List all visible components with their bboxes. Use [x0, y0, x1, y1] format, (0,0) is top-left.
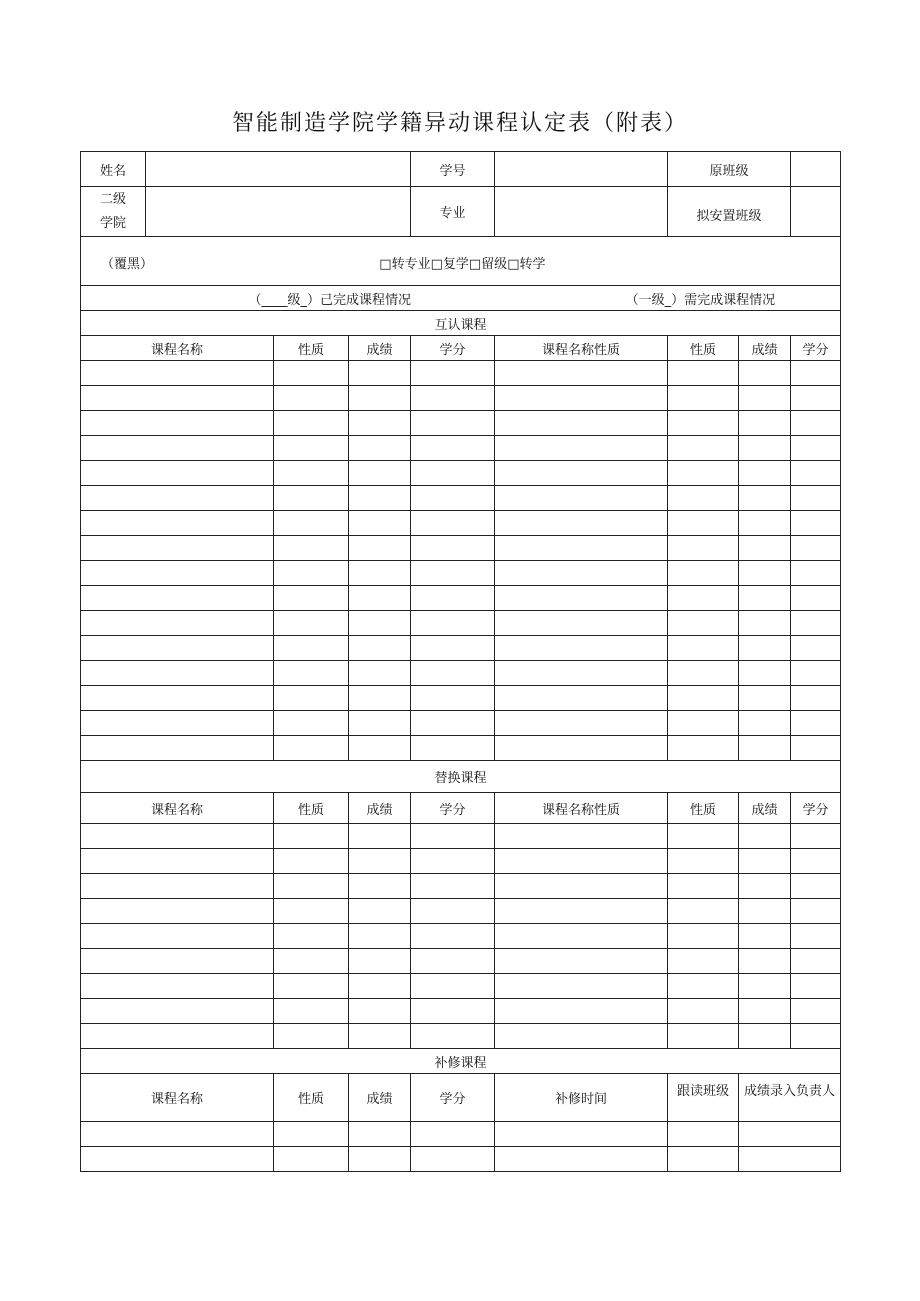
table-cell[interactable] [81, 536, 274, 561]
table-cell[interactable] [495, 924, 668, 949]
table-cell[interactable] [274, 736, 349, 761]
table-cell[interactable] [274, 411, 349, 436]
table-cell[interactable] [81, 849, 274, 874]
table-cell[interactable] [411, 661, 495, 686]
table-cell[interactable] [668, 636, 739, 661]
table-cell[interactable] [81, 661, 274, 686]
replace-col-course-name: 课程名称 [81, 793, 274, 824]
table-cell[interactable] [495, 849, 668, 874]
table-cell[interactable] [791, 361, 841, 386]
replace-course-row [81, 924, 841, 949]
replace-course-row [81, 899, 841, 924]
table-cell[interactable] [274, 874, 349, 899]
table-cell[interactable] [81, 711, 274, 736]
table-cell[interactable] [411, 486, 495, 511]
table-cell[interactable] [349, 486, 411, 511]
replace-course-row [81, 874, 841, 899]
table-cell[interactable] [791, 711, 841, 736]
table-cell[interactable] [274, 1147, 349, 1172]
table-cell[interactable] [81, 1147, 274, 1172]
table-cell[interactable] [274, 586, 349, 611]
mutual-course-row [81, 586, 841, 611]
table-cell[interactable] [739, 561, 791, 586]
table-cell[interactable] [668, 1122, 739, 1147]
makeup-col-makeup-time: 补修时间 [495, 1074, 668, 1122]
table-cell[interactable] [411, 511, 495, 536]
change-type-row [81, 237, 841, 286]
mutual-course-row [81, 436, 841, 461]
replace-course-row [81, 949, 841, 974]
table-cell[interactable] [81, 686, 274, 711]
table-cell[interactable] [739, 974, 791, 999]
section-makeup-title: 补修课程 [81, 1049, 841, 1074]
table-cell[interactable] [349, 874, 411, 899]
table-cell[interactable] [791, 849, 841, 874]
table-cell[interactable] [411, 1024, 495, 1049]
table-cell[interactable] [411, 736, 495, 761]
table-cell[interactable] [739, 1147, 841, 1172]
college-label [81, 187, 146, 237]
table-cell[interactable] [739, 1024, 791, 1049]
table-cell[interactable] [274, 711, 349, 736]
table-cell[interactable] [668, 974, 739, 999]
table-cell[interactable] [739, 849, 791, 874]
college-field[interactable] [146, 187, 411, 237]
table-cell[interactable] [81, 899, 274, 924]
table-cell[interactable] [739, 511, 791, 536]
table-cell[interactable] [411, 536, 495, 561]
table-cell[interactable] [411, 411, 495, 436]
table-cell[interactable] [274, 974, 349, 999]
table-cell[interactable] [668, 924, 739, 949]
table-cell[interactable] [668, 411, 739, 436]
table-cell[interactable] [411, 1147, 495, 1172]
table-cell[interactable] [668, 849, 739, 874]
table-cell[interactable] [668, 586, 739, 611]
table-cell[interactable] [274, 511, 349, 536]
mutual-course-row [81, 561, 841, 586]
table-cell[interactable] [81, 511, 274, 536]
col-credit-2: 学分 [791, 336, 841, 361]
col-grade: 成绩 [349, 336, 411, 361]
table-cell[interactable] [668, 711, 739, 736]
table-cell[interactable] [668, 611, 739, 636]
table-cell[interactable] [349, 611, 411, 636]
table-cell[interactable] [349, 974, 411, 999]
makeup-col-credit: 学分 [411, 1074, 495, 1122]
table-cell[interactable] [668, 736, 739, 761]
table-cell[interactable] [791, 536, 841, 561]
table-cell[interactable] [739, 486, 791, 511]
table-cell[interactable] [411, 636, 495, 661]
makeup-col-grade-recorder: 成绩录入负责人 [739, 1074, 841, 1122]
table-cell[interactable] [411, 874, 495, 899]
table-cell[interactable] [668, 561, 739, 586]
table-cell[interactable] [668, 661, 739, 686]
table-cell[interactable] [349, 736, 411, 761]
table-cell[interactable] [349, 949, 411, 974]
table-cell[interactable] [739, 636, 791, 661]
orig-class-label: 原班级 [668, 152, 791, 187]
table-cell[interactable] [411, 461, 495, 486]
table-cell[interactable] [349, 586, 411, 611]
table-cell[interactable] [495, 999, 668, 1024]
major-field[interactable] [495, 187, 668, 237]
table-cell[interactable] [274, 1122, 349, 1147]
makeup-col-grade: 成绩 [349, 1074, 411, 1122]
table-cell[interactable] [274, 361, 349, 386]
table-cell[interactable] [411, 949, 495, 974]
table-cell[interactable] [349, 1147, 411, 1172]
table-cell[interactable] [668, 686, 739, 711]
table-cell[interactable] [495, 974, 668, 999]
table-cell[interactable] [791, 686, 841, 711]
table-cell[interactable] [495, 436, 668, 461]
table-cell[interactable] [81, 586, 274, 611]
mutual-course-row [81, 636, 841, 661]
table-cell[interactable] [791, 661, 841, 686]
mutual-course-row [81, 661, 841, 686]
table-cell[interactable] [495, 1024, 668, 1049]
replace-col-credit: 学分 [411, 793, 495, 824]
table-cell[interactable] [668, 386, 739, 411]
table-cell[interactable] [274, 436, 349, 461]
section-mutual-title: 互认课程 [81, 311, 841, 336]
makeup-col-nature: 性质 [274, 1074, 349, 1122]
table-cell[interactable] [81, 974, 274, 999]
table-cell[interactable] [411, 1122, 495, 1147]
table-cell[interactable] [495, 486, 668, 511]
table-cell[interactable] [739, 586, 791, 611]
table-cell[interactable] [411, 899, 495, 924]
table-cell[interactable] [739, 874, 791, 899]
table-cell[interactable] [411, 686, 495, 711]
table-cell[interactable] [349, 849, 411, 874]
form-title: 智能制造学院学籍异动课程认定表（附表） [231, 111, 688, 136]
table-cell[interactable] [349, 686, 411, 711]
table-cell[interactable] [274, 849, 349, 874]
table-cell[interactable] [668, 361, 739, 386]
table-cell[interactable] [411, 711, 495, 736]
table-cell[interactable] [739, 736, 791, 761]
table-cell[interactable] [349, 461, 411, 486]
table-cell[interactable] [274, 686, 349, 711]
table-cell[interactable] [668, 436, 739, 461]
mutual-course-row [81, 611, 841, 636]
table-cell[interactable] [349, 411, 411, 436]
table-cell[interactable] [739, 686, 791, 711]
table-cell[interactable] [791, 461, 841, 486]
table-cell[interactable] [495, 661, 668, 686]
table-cell[interactable] [495, 586, 668, 611]
replace-col-grade: 成绩 [739, 793, 791, 824]
new-class-field[interactable] [791, 187, 841, 237]
table-cell[interactable] [791, 411, 841, 436]
option-repeat-grade[interactable]: □留级 [468, 256, 508, 272]
orig-class-field[interactable] [791, 152, 841, 187]
table-cell[interactable] [791, 736, 841, 761]
replace-col-nature: 性质 [274, 793, 349, 824]
table-cell[interactable] [349, 711, 411, 736]
table-cell[interactable] [349, 924, 411, 949]
table-cell[interactable] [668, 874, 739, 899]
makeup-col-course-name: 课程名称 [81, 1074, 274, 1122]
table-cell[interactable] [739, 436, 791, 461]
mutual-course-row [81, 686, 841, 711]
replace-course-row [81, 849, 841, 874]
table-cell[interactable] [668, 536, 739, 561]
table-cell[interactable] [274, 949, 349, 974]
table-cell[interactable] [495, 386, 668, 411]
mutual-course-row [81, 411, 841, 436]
table-cell[interactable] [411, 849, 495, 874]
table-cell[interactable] [349, 661, 411, 686]
table-cell[interactable] [495, 949, 668, 974]
table-cell[interactable] [349, 511, 411, 536]
table-cell[interactable] [791, 561, 841, 586]
name-field[interactable] [146, 152, 411, 187]
table-cell[interactable] [81, 461, 274, 486]
table-cell[interactable] [668, 1147, 739, 1172]
table-cell[interactable] [81, 924, 274, 949]
table-cell[interactable] [349, 824, 411, 849]
table-cell[interactable] [411, 586, 495, 611]
table-cell[interactable] [495, 561, 668, 586]
status-row [81, 286, 841, 311]
table-cell[interactable] [81, 1024, 274, 1049]
table-cell[interactable] [495, 736, 668, 761]
table-cell[interactable] [668, 486, 739, 511]
table-cell[interactable] [274, 899, 349, 924]
table-cell[interactable] [81, 874, 274, 899]
table-cell[interactable] [81, 949, 274, 974]
table-cell[interactable] [349, 436, 411, 461]
replace-course-row [81, 824, 841, 849]
table-cell[interactable] [739, 711, 791, 736]
table-cell[interactable] [81, 411, 274, 436]
table-cell[interactable] [81, 611, 274, 636]
replace-course-row [81, 1024, 841, 1049]
table-cell[interactable] [411, 924, 495, 949]
table-cell[interactable] [495, 686, 668, 711]
table-cell[interactable] [81, 386, 274, 411]
table-cell[interactable] [791, 511, 841, 536]
table-cell[interactable] [411, 386, 495, 411]
makeup-col-follow-class: 跟读班级 [668, 1074, 739, 1122]
student-id-field[interactable] [495, 152, 668, 187]
table-cell[interactable] [274, 661, 349, 686]
table-cell[interactable] [81, 999, 274, 1024]
course-recognition-form [80, 151, 841, 1172]
table-cell[interactable] [668, 949, 739, 974]
table-cell[interactable] [411, 361, 495, 386]
table-cell[interactable] [495, 411, 668, 436]
makeup-course-row [81, 1147, 841, 1172]
table-cell[interactable] [81, 736, 274, 761]
table-cell[interactable] [495, 536, 668, 561]
table-cell[interactable] [349, 999, 411, 1024]
table-cell[interactable] [791, 874, 841, 899]
option-transfer-school[interactable]: □转学 [507, 256, 546, 272]
col-course-name: 课程名称 [81, 336, 274, 361]
required-courses-label: （一级_）需完成课程情况 [625, 292, 776, 308]
table-cell[interactable] [791, 824, 841, 849]
table-cell[interactable] [495, 611, 668, 636]
col-nature: 性质 [274, 336, 349, 361]
replace-col-credit: 学分 [791, 793, 841, 824]
table-cell[interactable] [495, 636, 668, 661]
table-cell[interactable] [791, 386, 841, 411]
replace-col-nature: 性质 [668, 793, 739, 824]
table-cell[interactable] [411, 999, 495, 1024]
table-cell[interactable] [668, 511, 739, 536]
table-cell[interactable] [495, 461, 668, 486]
col-credit: 学分 [411, 336, 495, 361]
table-cell[interactable] [495, 1147, 668, 1172]
table-cell[interactable] [81, 436, 274, 461]
table-cell[interactable] [495, 824, 668, 849]
table-cell[interactable] [739, 411, 791, 436]
table-cell[interactable] [739, 536, 791, 561]
replace-course-row [81, 999, 841, 1024]
table-cell[interactable] [791, 586, 841, 611]
table-cell[interactable] [739, 611, 791, 636]
table-cell[interactable] [411, 974, 495, 999]
table-cell[interactable] [411, 611, 495, 636]
table-cell[interactable] [739, 899, 791, 924]
mutual-course-row [81, 486, 841, 511]
table-cell[interactable] [739, 661, 791, 686]
table-cell[interactable] [495, 899, 668, 924]
table-cell[interactable] [739, 386, 791, 411]
replace-col-grade: 成绩 [349, 793, 411, 824]
table-cell[interactable] [411, 824, 495, 849]
table-cell[interactable] [274, 924, 349, 949]
new-class-label: 拟安置班级 [668, 187, 791, 237]
mutual-course-row [81, 536, 841, 561]
table-cell[interactable] [668, 1024, 739, 1049]
section-replace-title: 替换课程 [81, 761, 841, 793]
table-cell[interactable] [81, 361, 274, 386]
table-cell[interactable] [349, 536, 411, 561]
table-cell[interactable] [739, 361, 791, 386]
table-cell[interactable] [739, 461, 791, 486]
replace-course-row [81, 974, 841, 999]
table-cell[interactable] [791, 611, 841, 636]
table-cell[interactable] [739, 999, 791, 1024]
table-cell[interactable] [349, 561, 411, 586]
table-cell[interactable] [274, 386, 349, 411]
table-cell[interactable] [274, 536, 349, 561]
table-cell[interactable] [81, 561, 274, 586]
table-cell[interactable] [739, 824, 791, 849]
table-cell[interactable] [411, 561, 495, 586]
table-cell[interactable] [81, 636, 274, 661]
table-cell[interactable] [791, 974, 841, 999]
table-cell[interactable] [349, 636, 411, 661]
table-cell[interactable] [349, 1122, 411, 1147]
replace-col-course-name-nature: 课程名称性质 [495, 793, 668, 824]
table-cell[interactable] [668, 824, 739, 849]
table-cell[interactable] [274, 461, 349, 486]
table-cell[interactable] [495, 874, 668, 899]
major-label: 专业 [411, 187, 495, 237]
change-type-note: （覆黑） [101, 256, 154, 272]
table-cell[interactable] [274, 611, 349, 636]
table-cell[interactable] [349, 386, 411, 411]
table-cell[interactable] [791, 949, 841, 974]
table-cell[interactable] [274, 636, 349, 661]
col-nature-2: 性质 [668, 336, 739, 361]
table-cell[interactable] [791, 436, 841, 461]
table-cell[interactable] [274, 486, 349, 511]
table-cell[interactable] [411, 436, 495, 461]
table-cell[interactable] [495, 361, 668, 386]
table-cell[interactable] [274, 824, 349, 849]
col-grade-2: 成绩 [739, 336, 791, 361]
table-cell[interactable] [81, 486, 274, 511]
student-id-label: 学号 [411, 152, 495, 187]
table-cell[interactable] [81, 824, 274, 849]
table-cell[interactable] [274, 999, 349, 1024]
table-cell[interactable] [274, 1024, 349, 1049]
table-cell[interactable] [791, 999, 841, 1024]
college-label-line1: 二级 [99, 191, 126, 207]
mutual-course-row [81, 461, 841, 486]
table-cell[interactable] [668, 899, 739, 924]
table-cell[interactable] [791, 1024, 841, 1049]
table-cell[interactable] [274, 561, 349, 586]
table-cell[interactable] [739, 949, 791, 974]
table-cell[interactable] [349, 1024, 411, 1049]
mutual-course-row [81, 711, 841, 736]
table-cell[interactable] [495, 1122, 668, 1147]
table-cell[interactable] [495, 511, 668, 536]
table-cell[interactable] [668, 461, 739, 486]
mutual-course-row [81, 361, 841, 386]
table-cell[interactable] [668, 999, 739, 1024]
mutual-course-row [81, 736, 841, 761]
table-cell[interactable] [81, 1122, 274, 1147]
table-cell[interactable] [791, 486, 841, 511]
option-resume-study[interactable]: □复学 [430, 256, 469, 272]
table-cell[interactable] [791, 899, 841, 924]
col-course-name-nature: 课程名称性质 [495, 336, 668, 361]
option-transfer-major[interactable]: □转专业 [379, 256, 431, 272]
table-cell[interactable] [495, 711, 668, 736]
table-cell[interactable] [739, 1122, 841, 1147]
completed-courses-label: （____级_）己完成课程情况 [248, 292, 411, 308]
table-cell[interactable] [349, 361, 411, 386]
makeup-course-row [81, 1122, 841, 1147]
table-cell[interactable] [791, 924, 841, 949]
table-cell[interactable] [739, 924, 791, 949]
table-cell[interactable] [791, 636, 841, 661]
name-label: 姓名 [81, 152, 146, 187]
table-cell[interactable] [349, 899, 411, 924]
mutual-course-row [81, 386, 841, 411]
mutual-course-row [81, 511, 841, 536]
college-label-line2: 学院 [99, 215, 126, 231]
